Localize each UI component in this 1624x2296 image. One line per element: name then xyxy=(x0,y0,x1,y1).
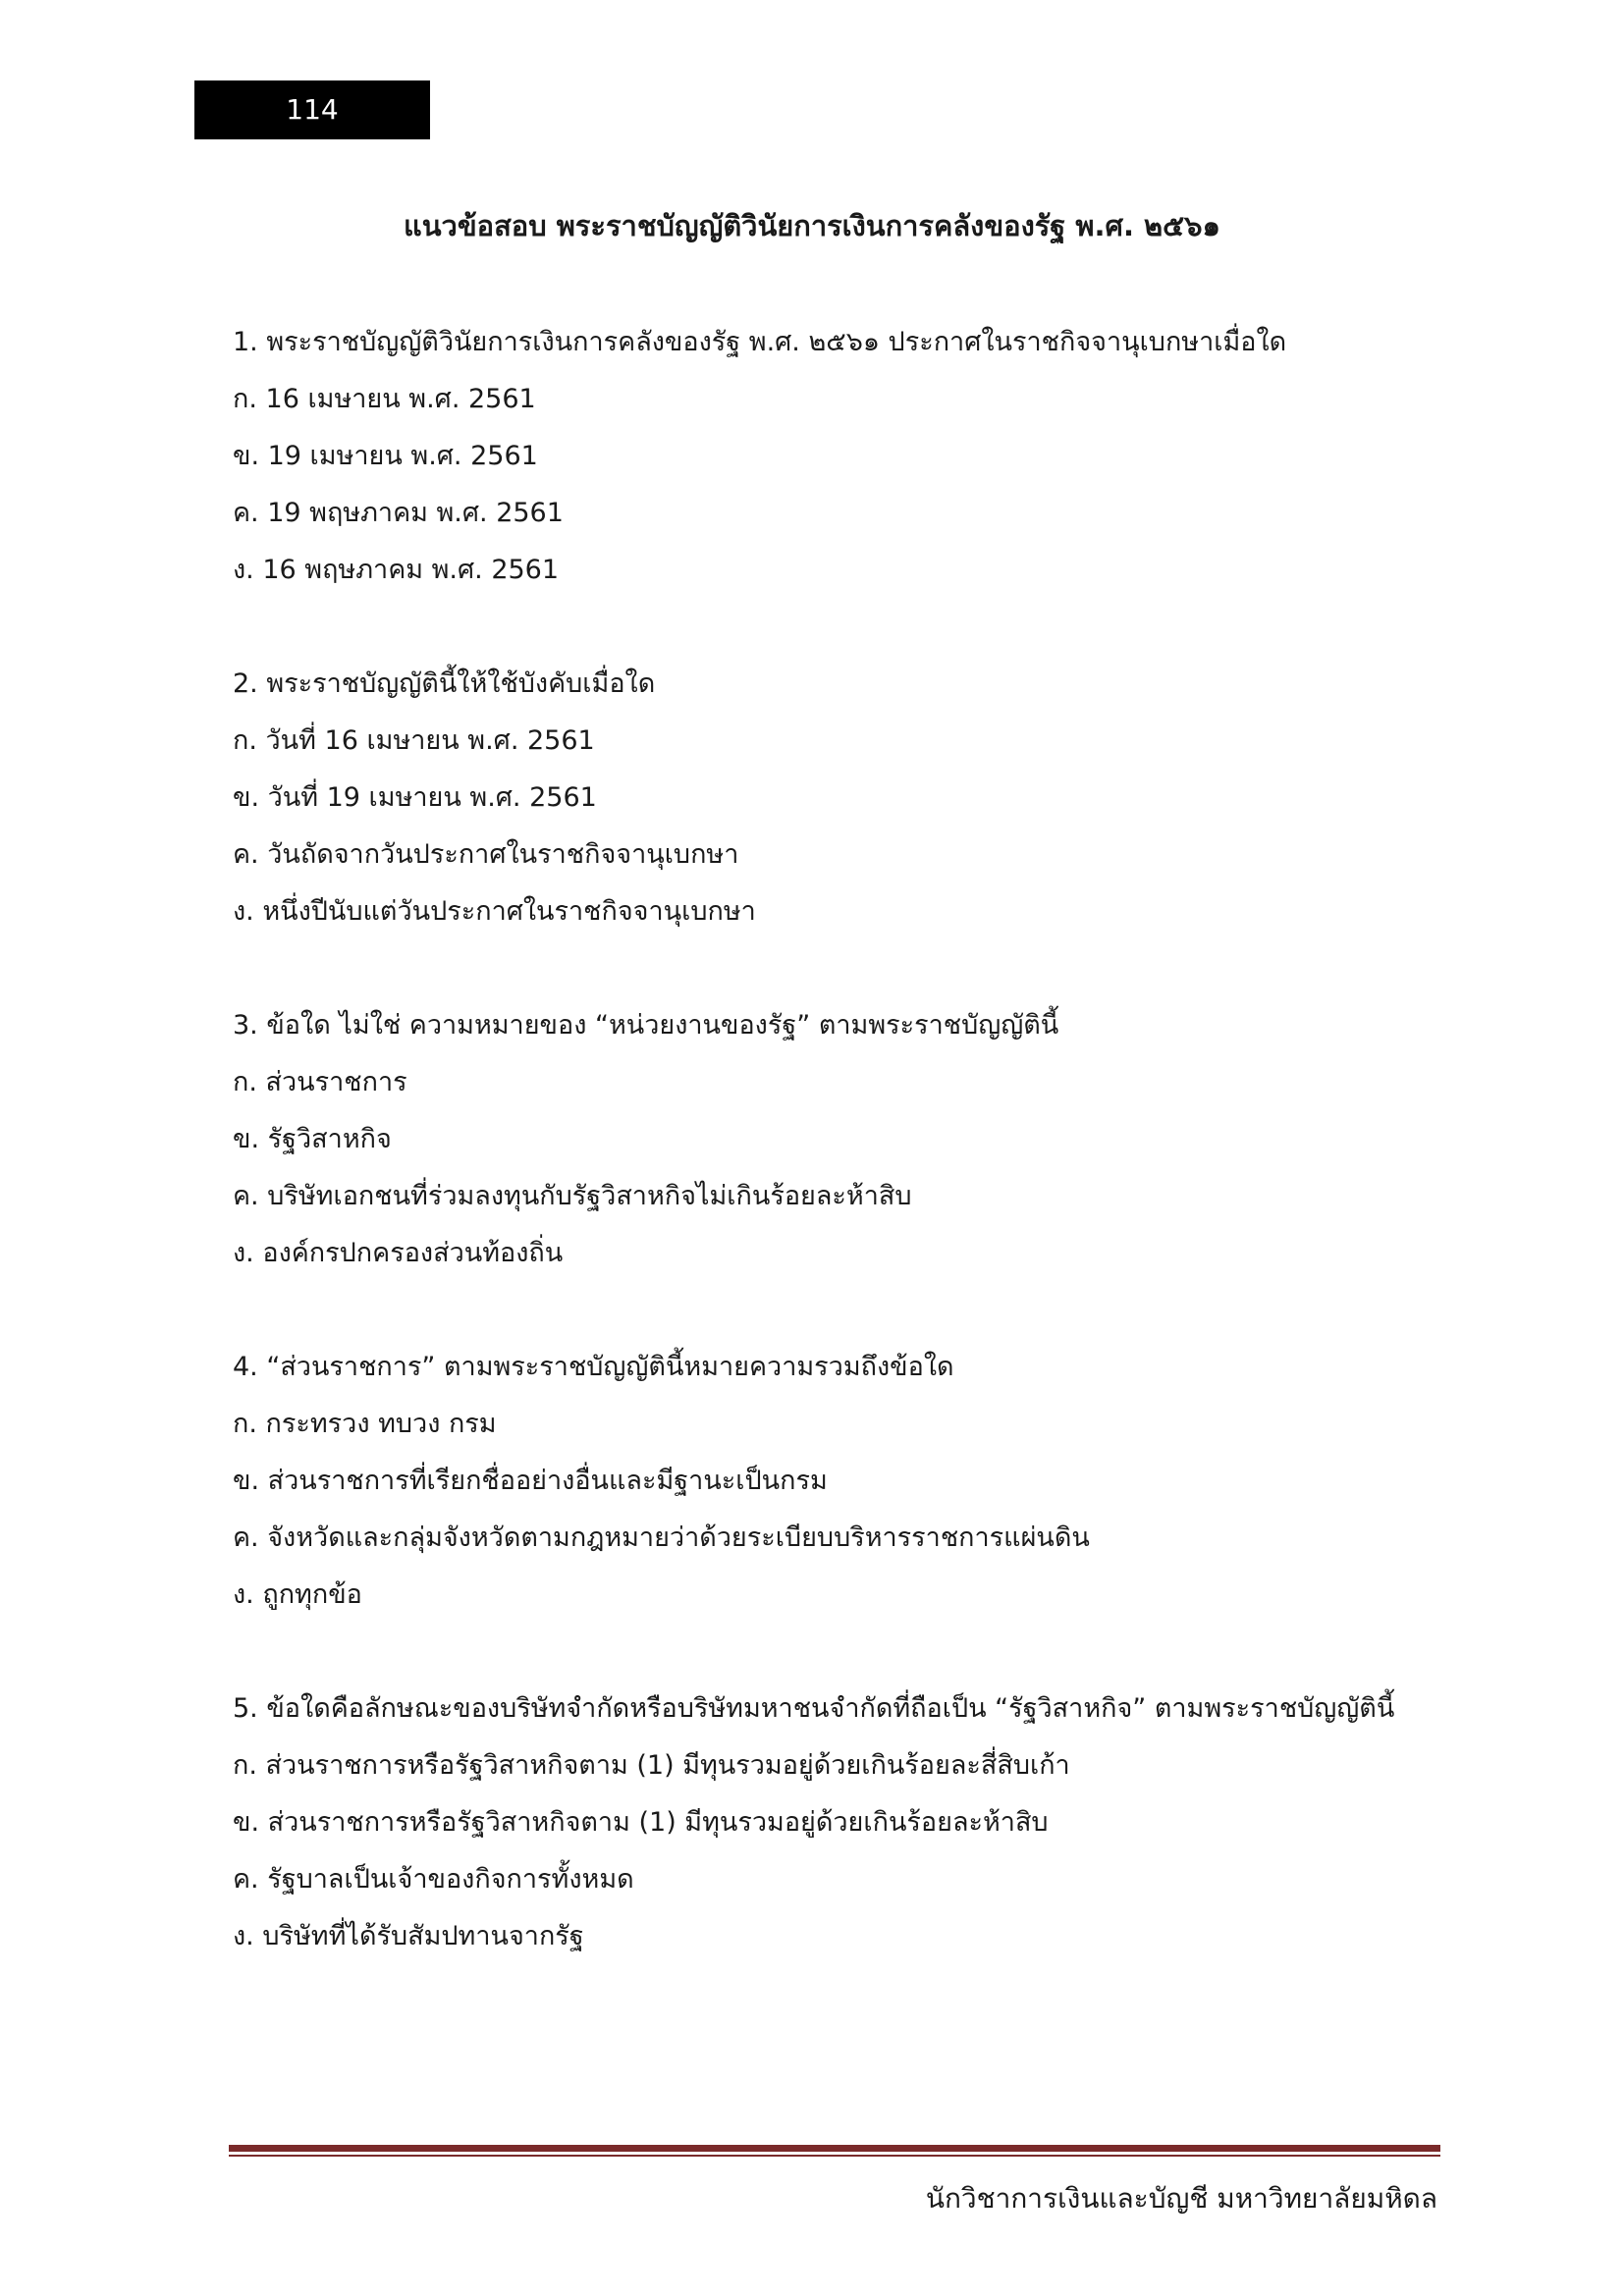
choice-c: ค. 19 พฤษภาคม พ.ศ. 2561 xyxy=(233,498,564,528)
choice-a: ก. วันที่ 16 เมษายน พ.ศ. 2561 xyxy=(233,725,595,756)
choice-d: ง. องค์กรปกครองส่วนท้องถิ่น xyxy=(233,1238,564,1268)
question-text: 1. พระราชบัญญัติวินัยการเงินการคลังของรัฐ พ.ศ. ๒๕๖๑ ประกาศในราชกิจจานุเบกษาเมื่อใด xyxy=(233,327,1287,357)
question-5 xyxy=(233,1681,1450,1965)
choice-a: ก. ส่วนราชการหรือรัฐวิสาหกิจตาม (1) มีทุนรวมอยู่ด้วยเกินร้อยละสี่สิบเก้า xyxy=(233,1750,1070,1781)
choice-b: ข. ส่วนราชการหรือรัฐวิสาหกิจตาม (1) มีทุนรวมอยู่ด้วยเกินร้อยละห้าสิบ xyxy=(233,1807,1049,1838)
choice-c: ค. จังหวัดและกลุ่มจังหวัดตามกฎหมายว่าด้วยระเบียบบริหารราชการแผ่นดิน xyxy=(233,1522,1090,1553)
choice-c: ค. บริษัทเอกชนที่ร่วมลงทุนกับรัฐวิสาหกิจไม่เกินร้อยละห้าสิบ xyxy=(233,1181,912,1211)
choice-c: ค. วันถัดจากวันประกาศในราชกิจจานุเบกษา xyxy=(233,839,739,870)
footer-divider-thin xyxy=(229,2155,1440,2157)
question-4 xyxy=(233,1339,1450,1624)
footer-divider-thick xyxy=(229,2145,1440,2152)
choice-b: ข. 19 เมษายน พ.ศ. 2561 xyxy=(233,441,538,471)
question-1 xyxy=(233,314,1450,599)
choice-b: ข. วันที่ 19 เมษายน พ.ศ. 2561 xyxy=(233,782,597,813)
question-2 xyxy=(233,656,1450,940)
choice-d: ง. ถูกทุกข้อ xyxy=(233,1579,362,1610)
question-text: 4. “ส่วนราชการ” ตามพระราชบัญญัตินี้หมายความรวมถึงข้อใด xyxy=(233,1352,954,1382)
choice-b: ข. รัฐวิสาหกิจ xyxy=(233,1124,392,1154)
choice-a: ก. กระทรวง ทบวง กรม xyxy=(233,1409,497,1439)
question-3 xyxy=(233,997,1450,1282)
question-text: 5. ข้อใดคือลักษณะของบริษัทจำกัดหรือบริษัทมหาชนจำกัดที่ถือเป็น “รัฐวิสาหกิจ” ตามพระราชบัญญัตินี้ xyxy=(233,1693,1395,1724)
choice-d: ง. บริษัทที่ได้รับสัมปทานจากรัฐ xyxy=(233,1921,584,1951)
question-text: 2. พระราชบัญญัตินี้ให้ใช้บังคับเมื่อใด xyxy=(233,668,656,699)
choice-a: ก. 16 เมษายน พ.ศ. 2561 xyxy=(233,384,536,414)
footer-text: นักวิชาการเงินและบัญชี มหาวิทยาลัยมหิดล xyxy=(925,2182,1437,2215)
choice-d: ง. หนึ่งปีนับแต่วันประกาศในราชกิจจานุเบกษา xyxy=(233,896,756,927)
choice-c: ค. รัฐบาลเป็นเจ้าของกิจการทั้งหมด xyxy=(233,1864,634,1895)
choice-b: ข. ส่วนราชการที่เรียกชื่ออย่างอื่นและมีฐานะเป็นกรม xyxy=(233,1466,828,1496)
page-number: 114 xyxy=(194,80,430,139)
footer-divider xyxy=(229,2145,1440,2157)
choice-d: ง. 16 พฤษภาคม พ.ศ. 2561 xyxy=(233,555,560,585)
choice-a: ก. ส่วนราชการ xyxy=(233,1067,407,1097)
page-title: แนวข้อสอบ พระราชบัญญัติวินัยการเงินการคลังของรัฐ พ.ศ. ๒๕๖๑ xyxy=(404,209,1220,242)
question-text: 3. ข้อใด ไม่ใช่ ความหมายของ “หน่วยงานของรัฐ” ตามพระราชบัญญัตินี้ xyxy=(233,1010,1059,1041)
question-list xyxy=(233,314,1450,2022)
